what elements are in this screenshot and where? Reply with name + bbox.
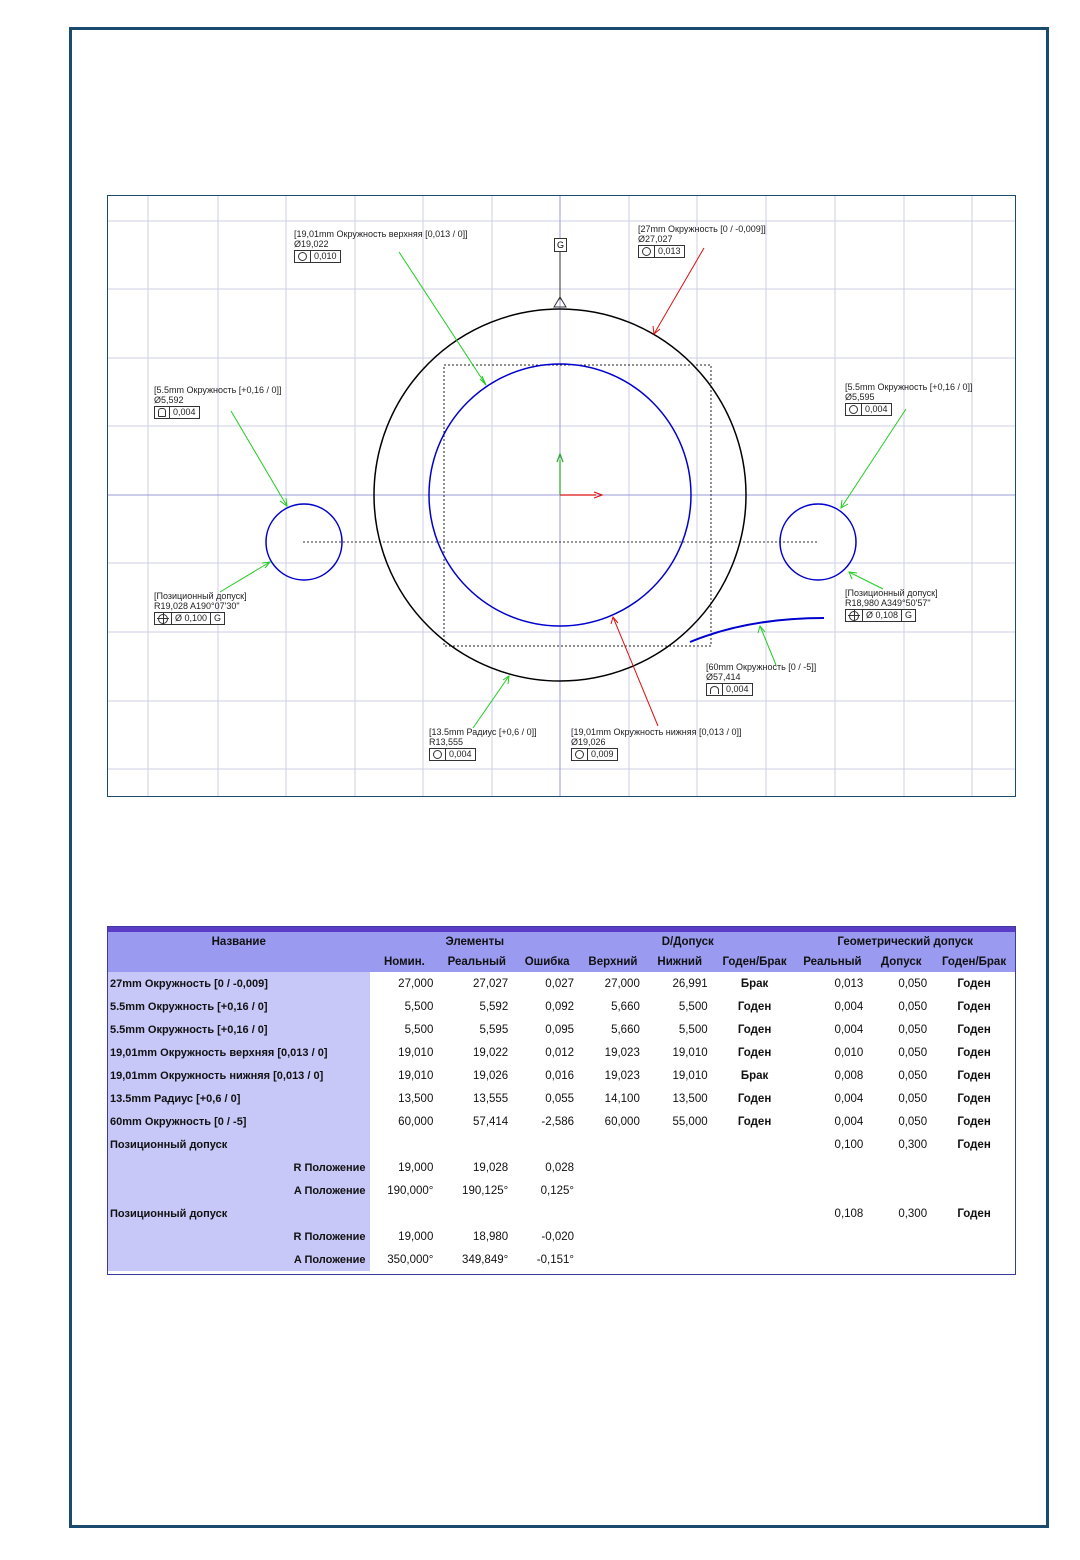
value-cell: 0,125°: [540, 1184, 575, 1197]
value-cell: 0,050: [898, 1069, 928, 1082]
value-cell: 19,010: [398, 1046, 434, 1059]
feature-control-frame: [845, 403, 892, 416]
tolerance-value: 0,004: [865, 404, 888, 414]
row-name: 5.5mm Окружность [+0,16 / 0]: [108, 995, 370, 1018]
annotation-title: [13.5mm Радиус [+0,6 / 0]]: [429, 727, 537, 737]
header-row-top: [108, 932, 1015, 952]
status-cell: Годен: [957, 1138, 991, 1151]
value-cell: 5,595: [479, 1023, 509, 1036]
measurement-drawing: [107, 195, 1016, 797]
annotation-left-position: [154, 591, 247, 625]
value-cell: 57,414: [473, 1115, 509, 1128]
value-cell: 0,004: [834, 1115, 864, 1128]
value-cell: 190,000°: [387, 1184, 434, 1197]
table-row: [108, 1179, 1015, 1202]
value-cell: [439, 1133, 514, 1156]
feature-control-frame: [154, 406, 200, 419]
status-cell: Брак: [740, 1069, 769, 1082]
value-cell: 0,050: [898, 1115, 928, 1128]
value-cell: [439, 1202, 514, 1225]
status-cell: Годен: [737, 1046, 772, 1059]
value-cell: [580, 1156, 646, 1179]
value-cell: 0,004: [834, 1000, 864, 1013]
annotation-title: [Позиционный допуск]: [154, 591, 247, 601]
table-body: [108, 972, 1015, 1271]
annotation-value: Ø57,414: [706, 672, 741, 682]
annotation-title: [Позиционный допуск]: [845, 588, 938, 598]
status-cell: Годен: [957, 1000, 991, 1013]
value-cell: 0,050: [898, 1092, 928, 1105]
value-cell: [514, 1133, 580, 1156]
arc-60mm: [690, 618, 824, 642]
value-cell: 349,849°: [462, 1253, 509, 1266]
value-cell: [580, 1202, 646, 1225]
annotation-title: [5.5mm Окружность [+0,16 / 0]]: [154, 385, 282, 395]
table-row: [108, 1018, 1015, 1041]
value-cell: 60,000: [398, 1115, 434, 1128]
leader-lines: [220, 248, 906, 728]
value-cell: -2,586: [541, 1115, 575, 1128]
value-cell: 19,000: [398, 1230, 434, 1243]
value-cell: 0,027: [545, 977, 575, 990]
status-cell: [714, 1248, 796, 1271]
value-cell: 0,100: [834, 1138, 864, 1151]
value-cell: 0,050: [898, 1046, 928, 1059]
annotation-value: Ø27,027: [638, 234, 673, 244]
table-row: [108, 1064, 1015, 1087]
value-cell: 0,300: [898, 1138, 928, 1151]
annotation-value: Ø5,595: [845, 392, 875, 402]
row-name: 13.5mm Радиус [+0,6 / 0]: [108, 1087, 370, 1110]
value-cell: 19,010: [672, 1046, 708, 1059]
value-cell: 0,004: [834, 1092, 864, 1105]
value-cell: [580, 1248, 646, 1271]
feature-control-frame: [154, 612, 225, 625]
value-cell: 27,000: [398, 977, 434, 990]
value-cell: 0,300: [898, 1207, 928, 1220]
value-cell: [795, 1225, 869, 1248]
results-table: [108, 927, 1015, 1271]
value-cell: 5,500: [404, 1023, 434, 1036]
annotation-value: R13,555: [429, 737, 464, 747]
value-cell: [646, 1202, 714, 1225]
value-cell: -0,151°: [536, 1253, 575, 1266]
value-cell: 19,010: [398, 1069, 434, 1082]
value-cell: [580, 1179, 646, 1202]
value-cell: 0,050: [898, 1000, 928, 1013]
table-row: [108, 1225, 1015, 1248]
value-cell: [795, 1156, 869, 1179]
tolerance-value: 0,004: [449, 749, 472, 759]
header-geo-tolerance: Допуск: [869, 952, 933, 972]
datum-ref: G: [214, 613, 222, 623]
header-actual: Реальный: [439, 952, 514, 972]
value-cell: [370, 1133, 440, 1156]
header-d-tolerance: D/Допуск: [580, 932, 795, 952]
status-cell: Годен: [737, 1092, 772, 1105]
value-cell: [795, 1248, 869, 1271]
cylindricity-icon: [158, 408, 166, 417]
annotation-outer-circle: [638, 224, 766, 258]
value-cell: [869, 1248, 933, 1271]
value-cell: [869, 1179, 933, 1202]
annotation-right-position: [845, 588, 938, 622]
value-cell: 55,000: [672, 1115, 708, 1128]
status-cell: Годен: [957, 1069, 991, 1082]
value-cell: 5,660: [611, 1000, 640, 1013]
feature-control-frame: [845, 609, 916, 622]
annotation-title: [19,01mm Окружность верхняя [0,013 / 0]]: [294, 229, 468, 239]
status-cell: Годен: [957, 1046, 991, 1059]
status-cell: [714, 1202, 796, 1225]
annotation-title: [27mm Окружность [0 / -0,009]]: [638, 224, 766, 234]
value-cell: 0,010: [834, 1046, 864, 1059]
value-cell: 0,108: [834, 1207, 864, 1220]
table-row: [108, 1110, 1015, 1133]
value-cell: 0,050: [898, 1023, 928, 1036]
tolerance-value: Ø 0,108: [863, 610, 902, 621]
header-nominal: Номин.: [370, 952, 440, 972]
tolerance-value: 0,009: [591, 749, 614, 759]
results-table-container: [107, 926, 1016, 1275]
value-cell: 0,008: [834, 1069, 864, 1082]
value-cell: 19,023: [604, 1069, 640, 1082]
row-name: A Положение: [108, 1179, 370, 1202]
feature-control-frame: [294, 250, 341, 263]
row-name: 27mm Окружность [0 / -0,009]: [108, 972, 370, 995]
table-row: [108, 1248, 1015, 1271]
annotation-left-small: [154, 385, 282, 419]
tolerance-value: 0,004: [173, 407, 196, 417]
value-cell: [869, 1156, 933, 1179]
header-geometric-tolerance: Геометрический допуск: [795, 932, 1015, 952]
value-cell: 13,500: [398, 1092, 434, 1105]
value-cell: 0,013: [834, 977, 864, 990]
tolerance-value: Ø 0,100: [172, 613, 211, 624]
header-geo-pass-fail: Годен/Брак: [933, 952, 1015, 972]
value-cell: [646, 1133, 714, 1156]
annotation-value: R18,980 A349°50'57": [845, 598, 931, 608]
header-geo-actual: Реальный: [795, 952, 869, 972]
status-cell: [714, 1179, 796, 1202]
table-row: [108, 1087, 1015, 1110]
row-name: 5.5mm Окружность [+0,16 / 0]: [108, 1018, 370, 1041]
circularity-icon: [433, 750, 442, 759]
value-cell: 0,050: [898, 977, 928, 990]
status-cell: [933, 1225, 1015, 1248]
table-row: [108, 972, 1015, 995]
annotation-title: [19,01mm Окружность нижняя [0,013 / 0]]: [571, 727, 742, 737]
circularity-icon: [642, 247, 651, 256]
header-pass-fail: Годен/Брак: [714, 952, 796, 972]
row-name: A Положение: [108, 1248, 370, 1271]
row-name: 19,01mm Окружность верхняя [0,013 / 0]: [108, 1041, 370, 1064]
status-cell: [933, 1156, 1015, 1179]
annotation-bottom-circle: [571, 727, 742, 761]
value-cell: [646, 1248, 714, 1271]
value-cell: 0,055: [545, 1092, 575, 1105]
value-cell: [580, 1133, 646, 1156]
annotation-value: Ø19,022: [294, 239, 329, 249]
status-cell: [714, 1133, 796, 1156]
datum-g-box: G: [554, 238, 567, 252]
feature-control-frame: [571, 748, 618, 761]
annotation-value: Ø5,592: [154, 395, 184, 405]
value-cell: 19,026: [473, 1069, 509, 1082]
value-cell: 5,592: [479, 1000, 509, 1013]
value-cell: 350,000°: [387, 1253, 434, 1266]
row-name: Позиционный допуск: [108, 1202, 370, 1225]
feature-control-frame: [706, 683, 753, 696]
value-cell: 27,027: [473, 977, 509, 990]
value-cell: 0,016: [545, 1069, 575, 1082]
position-icon: [158, 614, 168, 624]
annotation-arc60: [706, 662, 816, 696]
position-icon: [849, 611, 859, 621]
value-cell: [646, 1179, 714, 1202]
status-cell: [714, 1225, 796, 1248]
table-row: [108, 1156, 1015, 1179]
value-cell: 0,004: [834, 1023, 864, 1036]
header-name: Название: [108, 932, 370, 952]
table-row: [108, 1041, 1015, 1064]
drawing-canvas: [108, 196, 1016, 797]
annotation-right-small: [845, 382, 973, 416]
feature-control-frame: [638, 245, 685, 258]
value-cell: 13,555: [473, 1092, 509, 1105]
row-name: Позиционный допуск: [108, 1133, 370, 1156]
tolerance-value: 0,013: [658, 246, 681, 256]
row-name: 60mm Окружность [0 / -5]: [108, 1110, 370, 1133]
annotation-title: [60mm Окружность [0 / -5]]: [706, 662, 817, 672]
value-cell: [580, 1225, 646, 1248]
bounding-box: [444, 365, 711, 646]
profile-icon: [710, 686, 719, 694]
row-name: 19,01mm Окружность нижняя [0,013 / 0]: [108, 1064, 370, 1087]
status-cell: Годен: [957, 1023, 991, 1036]
value-cell: 19,028: [473, 1161, 509, 1174]
value-cell: 5,660: [611, 1023, 640, 1036]
value-cell: [646, 1225, 714, 1248]
status-cell: Годен: [957, 977, 991, 990]
value-cell: 0,028: [545, 1161, 575, 1174]
tolerance-value: 0,004: [726, 684, 749, 694]
row-name: R Положение: [108, 1225, 370, 1248]
value-cell: [869, 1225, 933, 1248]
circularity-icon: [575, 750, 584, 759]
value-cell: 0,092: [545, 1000, 575, 1013]
status-cell: Годен: [957, 1092, 991, 1105]
status-cell: Годен: [737, 1000, 772, 1013]
value-cell: 19,000: [398, 1161, 434, 1174]
value-cell: -0,020: [541, 1230, 575, 1243]
value-cell: 13,500: [672, 1092, 708, 1105]
value-cell: 18,980: [473, 1230, 509, 1243]
value-cell: 0,095: [545, 1023, 575, 1036]
circularity-icon: [849, 405, 858, 414]
header-upper: Верхний: [580, 952, 646, 972]
annotation-top-circle: [294, 229, 468, 263]
table-row: [108, 1133, 1015, 1156]
main-axis-lines: [108, 196, 1016, 797]
annotation-value: R19,028 A190°07'30": [154, 601, 240, 611]
value-cell: 190,125°: [462, 1184, 509, 1197]
value-cell: 27,000: [604, 977, 640, 990]
circularity-icon: [298, 252, 307, 261]
value-cell: 5,500: [678, 1023, 708, 1036]
status-cell: Годен: [957, 1207, 991, 1220]
value-cell: 19,022: [473, 1046, 509, 1059]
value-cell: [514, 1202, 580, 1225]
value-cell: 60,000: [604, 1115, 640, 1128]
header-row-sub: [108, 952, 1015, 972]
value-cell: [646, 1156, 714, 1179]
value-cell: 26,991: [672, 977, 708, 990]
grid-lines: [108, 196, 1016, 797]
status-cell: Годен: [737, 1023, 772, 1036]
datum-ref: G: [905, 610, 913, 620]
header-empty: [108, 952, 370, 972]
status-cell: [933, 1248, 1015, 1271]
annotation-radius: [429, 727, 537, 761]
status-cell: Годен: [957, 1115, 991, 1128]
feature-control-frame: [429, 748, 476, 761]
annotation-value: Ø19,026: [571, 737, 606, 747]
table-row: [108, 1202, 1015, 1225]
header-elements: Элементы: [370, 932, 581, 952]
annotation-title: [5.5mm Окружность [+0,16 / 0]]: [845, 382, 973, 392]
status-cell: [933, 1179, 1015, 1202]
value-cell: 19,023: [604, 1046, 640, 1059]
status-cell: Годен: [737, 1115, 772, 1128]
status-cell: [714, 1156, 796, 1179]
tolerance-value: 0,010: [314, 251, 337, 261]
value-cell: [370, 1202, 440, 1225]
value-cell: [795, 1179, 869, 1202]
header-error: Ошибка: [514, 952, 580, 972]
value-cell: 0,012: [545, 1046, 575, 1059]
table-row: [108, 995, 1015, 1018]
header-lower: Нижний: [646, 952, 714, 972]
value-cell: 19,010: [672, 1069, 708, 1082]
status-cell: Брак: [740, 977, 769, 990]
value-cell: 5,500: [404, 1000, 434, 1013]
value-cell: 5,500: [678, 1000, 708, 1013]
row-name: R Положение: [108, 1156, 370, 1179]
value-cell: 14,100: [604, 1092, 640, 1105]
